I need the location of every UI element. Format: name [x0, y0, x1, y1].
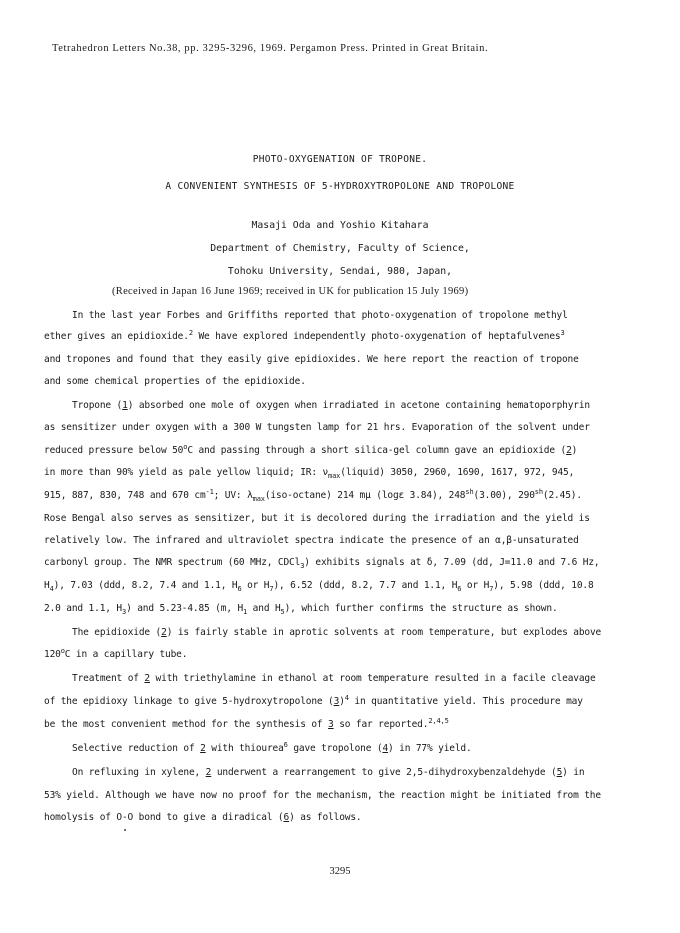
- page-number: 3295: [329, 866, 351, 877]
- body-line: homolysis of O-O bond to give a diradical (6) as follows.: [44, 812, 362, 823]
- body-line: as sensitizer under oxygen with a 300 W tungsten lamp for 21 hrs. Evaporation of the solvent under: [44, 422, 590, 433]
- body-line: 120$^o$C in a capillary tube.: [44, 646, 188, 660]
- body-line: 53% yield. Although we have now no proof for the mechanism, the reaction might be initiated from the: [44, 790, 601, 801]
- body-line: $H_4$), 7.03 (ddd, 8.2, 7.4 and 1.1, $H_6$ or $H_7$), 6.52 (ddd, 8.2, 7.7 and 1.1, $H_6$ or $H_7$), 5.98 (ddd, 10.8: [44, 580, 594, 593]
- body-line: and tropones and found that they easily give epidioxides. We here report the reaction of tropone: [44, 354, 579, 365]
- body-line: carbonyl group. The NMR spectrum (60 MHz, CDCl$_3$) exhibits signals at δ, 7.09 (dd, J=11.0 and 7.6 Hz,: [44, 557, 600, 570]
- body-line: Treatment of 2 with triethylamine in ethanol at room temperature resulted in a facile cleavage: [72, 673, 596, 684]
- paper-title-line-1: PHOTO-OXYGENATION OF TROPONE.: [252, 154, 428, 165]
- journal-header: Tetrahedron Letters No.38, pp. 3295-3296, 1969. Pergamon Press. Printed in Great Britain.: [52, 43, 489, 54]
- body-line: be the most convenient method for the synthesis of 3 so far reported.$^{2,4,5}$: [44, 716, 449, 730]
- body-line: On refluxing in xylene, 2 underwent a rearrangement to give 2,5-dihydroxybenzaldehyde (5) in: [72, 767, 585, 778]
- body-line: in more than 90% yield as pale yellow liquid; IR: $\nu_{max}(liquid)$ 3050, 2960, 1690, 1617, 972, 945,: [44, 467, 575, 480]
- paper-title-line-2: A CONVENIENT SYNTHESIS OF 5-HYDROXYTROPOLONE AND TROPOLONE: [165, 181, 515, 192]
- body-line: relatively low. The infrared and ultraviolet spectra indicate the presence of an α,β-unsaturated: [44, 535, 579, 546]
- body-line: reduced pressure below 50$^o$C and passing through a short silica-gel column gave an epidioxide (2): [44, 442, 578, 456]
- body-line: of the epidioxy linkage to give 5-hydroxytropolone $(3)^4$ in quantitative yield. This procedure may: [44, 693, 583, 707]
- received-dates: (Received in Japan 16 June 1969; received in UK for publication 15 July 1969): [112, 286, 469, 297]
- body-line: 2.0 and 1.1, $H_3$) and 5.23-4.85 (m, $H_1$ and $H_5$), which further confirms the structure as shown.: [44, 603, 558, 616]
- affiliation-university: Tohoku University, Sendai, 980, Japan,: [227, 266, 453, 277]
- body-line: Tropone (1) absorbed one mole of oxygen when irradiated in acetone containing hematoporphyrin: [72, 400, 590, 411]
- body-line: Rose Bengal also serves as sensitizer, but it is decolored during the irradiation and the yield is: [44, 513, 590, 524]
- body-line: 915, 887, 830, 748 and 670 $cm^{-1}$; UV: $\lambda_{max}(iso-octane)$ 214 mμ (logε 3.84), $248^{sh}(3.00)$, $290^{sh}(2.45)$.: [44, 487, 582, 503]
- body-line: and some chemical properties of the epidioxide.: [44, 376, 306, 387]
- affiliation-department: Department of Chemistry, Faculty of Science,: [210, 243, 470, 254]
- body-line: The epidioxide (2) is fairly stable in aprotic solvents at room temperature, but explodes above: [72, 627, 602, 638]
- body-line: In the last year Forbes and Griffiths reported that photo-oxygenation of tropolone methyl: [72, 310, 568, 321]
- scan-speck: [124, 829, 126, 831]
- body-line: Selective reduction of 2 with thiourea$^6$ gave tropolone (4) in 77% yield.: [72, 740, 472, 754]
- authors: Masaji Oda and Yoshio Kitahara: [251, 220, 429, 231]
- body-line: ether gives an epidioxide.$^2$ We have explored independently photo-oxygenation of heptafulvenes$^3$: [44, 328, 565, 342]
